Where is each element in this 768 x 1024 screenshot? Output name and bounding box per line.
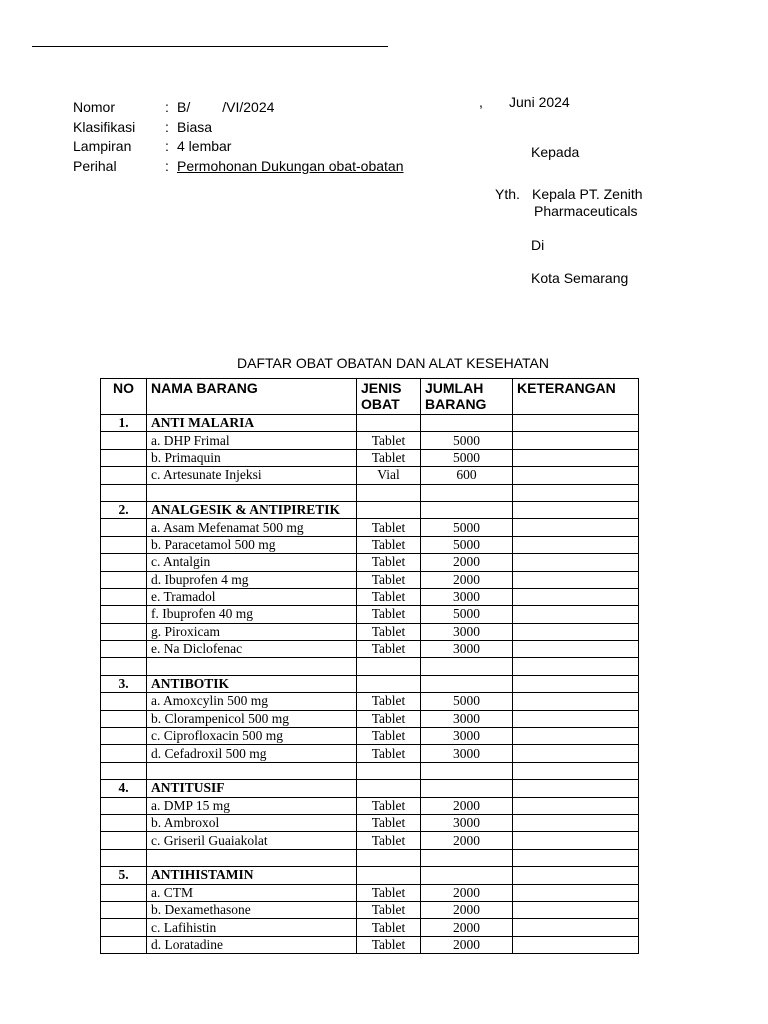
empty-cell xyxy=(421,780,513,797)
item-jumlah: 3000 xyxy=(421,641,513,658)
item-keterangan xyxy=(513,623,639,640)
empty-cell xyxy=(101,849,147,866)
item-keterangan xyxy=(513,814,639,831)
empty-cell xyxy=(101,606,147,623)
item-keterangan xyxy=(513,832,639,849)
table-row xyxy=(101,884,639,901)
meta-nomor-value xyxy=(177,98,274,118)
table-row xyxy=(101,710,639,727)
table-row xyxy=(101,693,639,710)
meta-perihal-value: Permohonan Dukungan obat-obatan xyxy=(177,157,404,174)
item-jumlah: 2000 xyxy=(421,797,513,814)
item-jenis: Tablet xyxy=(357,606,421,623)
item-name: c. Antalgin xyxy=(147,554,357,571)
item-jenis: Tablet xyxy=(357,901,421,918)
colon: : xyxy=(165,118,169,135)
meta-lampiran-label: Lampiran xyxy=(73,138,132,154)
empty-cell xyxy=(101,554,147,571)
item-name: e. Tramadol xyxy=(147,588,357,605)
item-keterangan xyxy=(513,432,639,449)
empty-cell xyxy=(101,728,147,745)
item-name: c. Artesunate Injeksi xyxy=(147,467,357,484)
item-keterangan xyxy=(513,745,639,762)
recipient-line1: Kepala PT. Zenith xyxy=(532,186,643,202)
table-row xyxy=(101,588,639,605)
empty-cell xyxy=(101,936,147,953)
item-jenis: Tablet xyxy=(357,588,421,605)
category-name: ANALGESIK & ANTIPIRETIK xyxy=(147,501,357,518)
category-name: ANTIHISTAMIN xyxy=(147,867,357,884)
item-jenis: Tablet xyxy=(357,710,421,727)
spacer-row xyxy=(101,849,639,866)
item-name: a. CTM xyxy=(147,884,357,901)
category-row xyxy=(101,780,639,797)
table-header-row xyxy=(101,379,639,415)
item-keterangan xyxy=(513,467,639,484)
empty-cell xyxy=(101,919,147,936)
recipient-kepada: Kepada xyxy=(531,144,580,160)
empty-cell xyxy=(513,658,639,675)
empty-cell xyxy=(101,484,147,501)
item-jumlah: 5000 xyxy=(421,536,513,553)
item-jumlah: 5000 xyxy=(421,519,513,536)
empty-cell xyxy=(357,849,421,866)
item-name: g. Piroxicam xyxy=(147,623,357,640)
item-keterangan xyxy=(513,919,639,936)
item-name: a. DMP 15 mg xyxy=(147,797,357,814)
empty-cell xyxy=(421,415,513,432)
item-jumlah: 2000 xyxy=(421,554,513,571)
item-keterangan xyxy=(513,588,639,605)
category-number: 5. xyxy=(101,867,147,884)
empty-cell xyxy=(513,675,639,692)
recipient-yth: Yth. xyxy=(495,186,520,202)
category-row xyxy=(101,675,639,692)
item-name: f. Ibuprofen 40 mg xyxy=(147,606,357,623)
empty-cell xyxy=(101,832,147,849)
empty-cell xyxy=(101,432,147,449)
item-jumlah: 3000 xyxy=(421,728,513,745)
empty-cell xyxy=(101,536,147,553)
meta-lampiran-value: 4 lembar xyxy=(177,138,232,154)
header-no: NO xyxy=(101,379,147,415)
nomor-prefix: B/ xyxy=(177,99,191,115)
table-row xyxy=(101,901,639,918)
empty-cell xyxy=(513,849,639,866)
table-body xyxy=(101,415,639,954)
empty-cell xyxy=(513,415,639,432)
date-comma: , xyxy=(479,94,483,110)
item-keterangan xyxy=(513,728,639,745)
colon: : xyxy=(165,157,169,174)
item-jenis: Vial xyxy=(357,467,421,484)
empty-cell xyxy=(357,762,421,779)
meta-nomor xyxy=(73,98,404,118)
spacer-row xyxy=(101,762,639,779)
table-row xyxy=(101,919,639,936)
table-row xyxy=(101,519,639,536)
item-keterangan xyxy=(513,554,639,571)
category-row xyxy=(101,415,639,432)
category-row xyxy=(101,501,639,518)
meta-perihal-label: Perihal xyxy=(73,157,117,174)
item-keterangan xyxy=(513,536,639,553)
table-row xyxy=(101,832,639,849)
item-jumlah: 3000 xyxy=(421,814,513,831)
empty-cell xyxy=(101,449,147,466)
item-name: a. Asam Mefenamat 500 mg xyxy=(147,519,357,536)
spacer-row xyxy=(101,658,639,675)
empty-cell xyxy=(357,675,421,692)
table-row xyxy=(101,536,639,553)
item-name: c. Ciprofloxacin 500 mg xyxy=(147,728,357,745)
empty-cell xyxy=(101,519,147,536)
empty-cell xyxy=(101,762,147,779)
category-name: ANTIBOTIK xyxy=(147,675,357,692)
date-text: Juni 2024 xyxy=(509,94,570,110)
table-row xyxy=(101,814,639,831)
item-name: b. Clorampenicol 500 mg xyxy=(147,710,357,727)
empty-cell xyxy=(357,415,421,432)
item-keterangan xyxy=(513,797,639,814)
table-row xyxy=(101,449,639,466)
empty-cell xyxy=(421,658,513,675)
empty-cell xyxy=(101,797,147,814)
table-row xyxy=(101,745,639,762)
empty-cell xyxy=(101,571,147,588)
item-jenis: Tablet xyxy=(357,797,421,814)
category-number: 3. xyxy=(101,675,147,692)
empty-cell xyxy=(101,588,147,605)
item-jenis: Tablet xyxy=(357,536,421,553)
item-jumlah: 2000 xyxy=(421,936,513,953)
table-title: DAFTAR OBAT OBATAN DAN ALAT KESEHATAN xyxy=(237,355,549,371)
item-jumlah: 600 xyxy=(421,467,513,484)
meta-lampiran xyxy=(73,137,404,157)
meta-nomor-label: Nomor xyxy=(73,99,116,115)
item-jumlah: 3000 xyxy=(421,710,513,727)
empty-cell xyxy=(357,484,421,501)
item-jumlah: 3000 xyxy=(421,745,513,762)
item-name: b. Ambroxol xyxy=(147,814,357,831)
item-jenis: Tablet xyxy=(357,571,421,588)
empty-cell xyxy=(101,623,147,640)
empty-cell xyxy=(101,658,147,675)
item-keterangan xyxy=(513,884,639,901)
item-keterangan xyxy=(513,571,639,588)
empty-cell xyxy=(421,762,513,779)
empty-cell xyxy=(101,467,147,484)
item-jenis: Tablet xyxy=(357,641,421,658)
table-row xyxy=(101,797,639,814)
empty-cell xyxy=(357,867,421,884)
recipient-city: Kota Semarang xyxy=(531,270,629,286)
item-name: d. Cefadroxil 500 mg xyxy=(147,745,357,762)
item-jumlah: 3000 xyxy=(421,588,513,605)
item-jumlah: 2000 xyxy=(421,901,513,918)
meta-perihal xyxy=(73,157,404,177)
item-name: d. Ibuprofen 4 mg xyxy=(147,571,357,588)
empty-cell xyxy=(101,641,147,658)
table-row xyxy=(101,432,639,449)
item-jenis: Tablet xyxy=(357,519,421,536)
table-row xyxy=(101,606,639,623)
header-keterangan: KETERANGAN xyxy=(513,379,639,415)
item-jenis: Tablet xyxy=(357,745,421,762)
item-jumlah: 3000 xyxy=(421,623,513,640)
header-nama: NAMA BARANG xyxy=(147,379,357,415)
medicine-table xyxy=(100,378,639,954)
empty-cell xyxy=(421,501,513,518)
empty-cell xyxy=(421,849,513,866)
table-row xyxy=(101,728,639,745)
item-jumlah: 2000 xyxy=(421,919,513,936)
table-row xyxy=(101,554,639,571)
colon: : xyxy=(165,138,169,154)
item-jenis: Tablet xyxy=(357,623,421,640)
item-jenis: Tablet xyxy=(357,884,421,901)
empty-cell xyxy=(101,814,147,831)
category-row xyxy=(101,867,639,884)
empty-cell xyxy=(357,501,421,518)
empty-cell xyxy=(101,710,147,727)
category-name: ANTI MALARIA xyxy=(147,415,357,432)
meta-klasifikasi xyxy=(73,118,404,138)
empty-cell xyxy=(357,780,421,797)
item-keterangan xyxy=(513,710,639,727)
category-number: 1. xyxy=(101,415,147,432)
table-row xyxy=(101,467,639,484)
item-jenis: Tablet xyxy=(357,936,421,953)
table-row xyxy=(101,936,639,953)
category-number: 2. xyxy=(101,501,147,518)
item-jumlah: 2000 xyxy=(421,571,513,588)
spacer-row xyxy=(101,484,639,501)
empty-cell xyxy=(421,867,513,884)
item-jumlah: 5000 xyxy=(421,449,513,466)
empty-cell xyxy=(147,849,357,866)
item-name: e. Na Diclofenac xyxy=(147,641,357,658)
item-name: b. Dexamethasone xyxy=(147,901,357,918)
header-jumlah: JUMLAH BARANG xyxy=(421,379,513,415)
category-number: 4. xyxy=(101,780,147,797)
meta-klasifikasi-label: Klasifikasi xyxy=(73,118,136,135)
item-name: a. DHP Frimal xyxy=(147,432,357,449)
meta-klasifikasi-value: Biasa xyxy=(177,118,213,135)
empty-cell xyxy=(513,484,639,501)
letter-date xyxy=(479,94,570,110)
item-jenis: Tablet xyxy=(357,814,421,831)
empty-cell xyxy=(513,780,639,797)
item-jenis: Tablet xyxy=(357,432,421,449)
header-jenis: JENIS OBAT xyxy=(357,379,421,415)
empty-cell xyxy=(357,658,421,675)
item-jenis: Tablet xyxy=(357,919,421,936)
item-keterangan xyxy=(513,449,639,466)
item-jenis: Tablet xyxy=(357,693,421,710)
item-jenis: Tablet xyxy=(357,449,421,466)
item-keterangan xyxy=(513,641,639,658)
item-jumlah: 5000 xyxy=(421,606,513,623)
recipient-line2: Pharmaceuticals xyxy=(534,203,638,219)
empty-cell xyxy=(513,867,639,884)
item-jumlah: 5000 xyxy=(421,432,513,449)
item-jumlah: 2000 xyxy=(421,832,513,849)
table-row xyxy=(101,641,639,658)
empty-cell xyxy=(421,484,513,501)
empty-cell xyxy=(147,484,357,501)
item-jenis: Tablet xyxy=(357,554,421,571)
item-keterangan xyxy=(513,693,639,710)
empty-cell xyxy=(101,901,147,918)
empty-cell xyxy=(147,762,357,779)
item-name: b. Paracetamol 500 mg xyxy=(147,536,357,553)
empty-cell xyxy=(513,762,639,779)
item-keterangan xyxy=(513,936,639,953)
empty-cell xyxy=(101,884,147,901)
item-jenis: Tablet xyxy=(357,832,421,849)
signature-line xyxy=(32,46,388,47)
item-name: b. Primaquin xyxy=(147,449,357,466)
empty-cell xyxy=(101,745,147,762)
item-jumlah: 2000 xyxy=(421,884,513,901)
item-name: d. Loratadine xyxy=(147,936,357,953)
colon: : xyxy=(165,99,169,115)
item-keterangan xyxy=(513,901,639,918)
nomor-suffix: /VI/2024 xyxy=(222,99,275,115)
item-name: c. Griseril Guaiakolat xyxy=(147,832,357,849)
empty-cell xyxy=(421,675,513,692)
table-row xyxy=(101,623,639,640)
item-name: c. Lafihistin xyxy=(147,919,357,936)
item-name: a. Amoxcylin 500 mg xyxy=(147,693,357,710)
category-name: ANTITUSIF xyxy=(147,780,357,797)
item-keterangan xyxy=(513,519,639,536)
empty-cell xyxy=(147,658,357,675)
item-jenis: Tablet xyxy=(357,728,421,745)
item-keterangan xyxy=(513,606,639,623)
table-row xyxy=(101,571,639,588)
empty-cell xyxy=(513,501,639,518)
empty-cell xyxy=(101,693,147,710)
letter-meta xyxy=(73,98,404,176)
recipient-di: Di xyxy=(531,237,545,253)
item-jumlah: 5000 xyxy=(421,693,513,710)
